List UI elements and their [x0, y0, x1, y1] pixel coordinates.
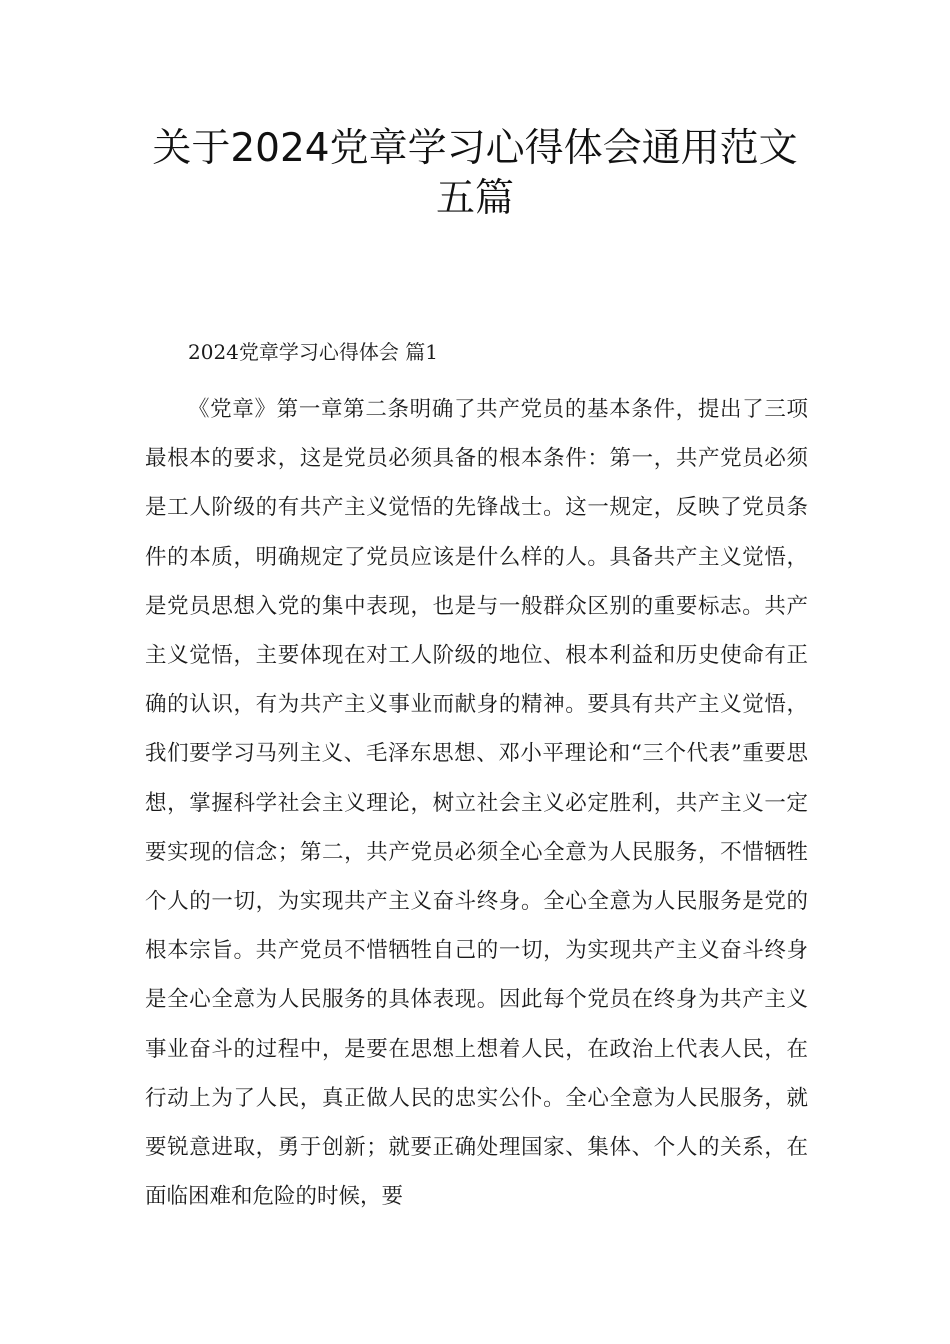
document-title-line-2: 五篇: [435, 176, 514, 221]
document-title-line-1: 关于2024党章学习心得体会通用范文: [152, 126, 798, 171]
document-body: [145, 336, 808, 1221]
body-paragraph: 《党章》第一章第二条明确了共产党员的基本条件，提出了三项最根本的要求，这是党员必须具备的根本条件：第一，共产党员必须是工人阶级的有共产主义觉悟的先锋战士。这一规定，反映了党员条件的本质，明确规定了党员应该是什么样的人。具备共产主义觉悟，是党员思想入党的集中表现，也是与一般群众区别的重要标志。共产主义觉悟，主要体现在对工人阶级的地位、根本利益和历史使命有正确的认识，有为共产主义事业而献身的精神。要具有共产主义觉悟，我们要学习马列主义、毛泽东思想、邓小平理论和“三个代表”重要思想，掌握科学社会主义理论，树立社会主义必定胜利，共产主义一定要实现的信念；第二，共产党员必须全心全意为人民服务，不惜牺牲个人的一切，为实现共产主义奋斗终身。全心全意为人民服务是党的根本宗旨。共产党员不惜牺牲自己的一切，为实现共产主义奋斗终身是全心全意为人民服务的具体表现。因此每个党员在终身为共产主义事业奋斗的过程中，是要在思想上想着人民，在政治上代表人民，在行动上为了人民，真正做人民的忠实公仆。全心全意为人民服务，就要锐意进取，勇于创新；就要正确处理国家、集体、个人的关系，在面临困难和危险的时候，要: [145, 397, 808, 1210]
section-heading: 2024党章学习心得体会 篇1: [188, 340, 438, 364]
document-title: [120, 124, 830, 224]
